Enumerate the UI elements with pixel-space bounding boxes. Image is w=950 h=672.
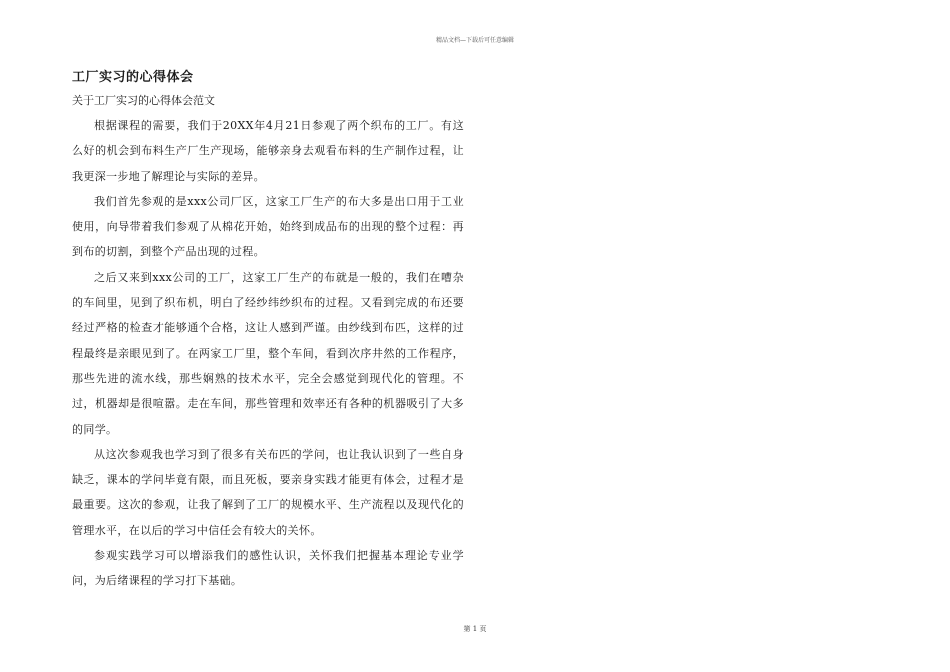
page-header: 精品文档—下载后可任意编辑 bbox=[435, 37, 514, 44]
paragraph: 从这次参观我也学习到了很多有关布匹的学问，也让我认识到了一些自身缺乏，课本的学问毕竟有限，而且死板，要亲身实践才能更有体会，过程才是最重要。这次的参观，让我了解到了工厂的规模水平、生产流程以及现代化的管理水平，在以后的学习中信任会有较大的关怀。 bbox=[72, 447, 464, 537]
paragraph: 参观实践学习可以增添我们的感性认识，关怀我们把握基本理论专业学问，为后绪课程的学习打下基础。 bbox=[72, 549, 464, 588]
paragraph: 根据课程的需要，我们于20XX年4月21日参观了两个织布的工厂。有这么好的机会到布料生产厂生产现场，能够亲身去观看布料的生产制作过程，让我更深一步地了解理论与实际的差异。 bbox=[72, 119, 464, 183]
paragraph: 我们首先参观的是xxx公司厂区，这家工厂生产的布大多是出口用于工业使用，向导带着我们参观了从棉花开始，始终到成品布的出现的整个过程：再到布的切割，到整个产品出现的过程。 bbox=[72, 194, 464, 259]
document-subtitle: 关于工厂实习的心得体会范文 bbox=[72, 94, 215, 107]
document-title: 工厂实习的心得体会 bbox=[72, 70, 194, 85]
document-body bbox=[72, 113, 464, 594]
paragraph: 之后又来到xxx公司的工厂，这家工厂生产的布就是一般的，我们在嘈杂的车间里，见到了织布机，明白了经纱纬纱织布的过程。又看到完成的布还要经过严格的检查才能够通个合格，这让人感到严谨。由纱线到布匹，这样的过程最终是亲眼见到了。在两家工厂里，整个车间，看到次序井然的工作程序，那些先进的流水线，那些娴熟的技术水平，完全会感觉到现代化的管理。不过，机器却是很喧嚣。走在车间，那些管理和效率还有各种的机器吸引了大多的同学。 bbox=[72, 270, 464, 436]
page-number: 第 1 页 bbox=[463, 625, 487, 633]
